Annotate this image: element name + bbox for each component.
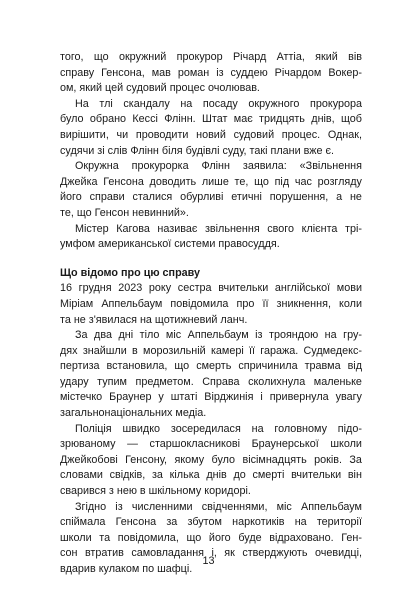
paragraph (60, 159, 362, 221)
text-line: того, що окружний прокурор Річард Аттіа, який вів (60, 51, 362, 63)
text-line: сварився з нею в шкільному коридорі. (60, 485, 251, 498)
text-line: вирішити, чи проводити новий судовий процес. Однак, (60, 128, 362, 141)
text-line: спіймала Генсона за збутом наркотиків на території (60, 516, 362, 529)
section-heading: Що відомо про цю справу (60, 266, 201, 279)
paragraph (60, 328, 362, 422)
text-line: пертиза встановила, що смерть спричинила травма від (60, 360, 362, 373)
text-line: школи та повідомила, що його буде відраховано. Ген- (60, 531, 362, 544)
text-line: було обрано Кессі Флінн. Штат має тридцять днів, щоб (60, 113, 362, 126)
text-line: Містер Кагова називає звільнення свого клієнта трі- (75, 222, 362, 235)
page-body (60, 50, 362, 578)
text-line: Джейка Генсона доводить лише те, що під час розгляду (60, 175, 362, 188)
text-line: На тлі скандалу на посаду окружного прокурора (75, 97, 362, 110)
intro-section (60, 50, 362, 253)
text-line: судячи зі слів Флінн біля будівлі суду, такі плани вже є. (60, 144, 334, 157)
text-line: його справи сталися обурливі етичні порушення, а не (60, 191, 362, 204)
text-line: Окружна прокурорка Флінн заявила: «Звільнення (75, 160, 362, 173)
section-gap (60, 253, 362, 266)
text-line: та не з'явилася на щотижневий ланч. (60, 313, 248, 326)
text-line: 16 грудня 2023 року сестра вчительки англійської мови (60, 282, 362, 295)
text-line: Поліція швидко зосередилася на головному підо- (75, 422, 362, 435)
text-line: містечко Браунер у штаті Вірджинія і привернула увагу (60, 391, 362, 404)
paragraph (60, 97, 362, 159)
text-line: справу Генсона, мав роман із суддею Річардом Вокер- (60, 66, 362, 79)
paragraph (60, 422, 362, 500)
page-number: 13 (202, 555, 215, 567)
text-line: Джейкобові Генсону, якому було вісімнадцять років. За (60, 453, 362, 466)
paragraph (60, 50, 362, 97)
text-line: ом, який цей судовий процес очолював. (60, 82, 260, 95)
text-line: загальнонаціональних медіа. (60, 407, 207, 420)
text-line: умфом американської системи правосуддя. (60, 238, 280, 251)
text-line: дях знайшли в морозильній камері її гаража. Судмедекс- (60, 344, 362, 357)
text-line: зрюваному — старшокласникові Браунерської школи (60, 438, 362, 451)
facts-section (60, 281, 362, 577)
text-line: словами свідків, за кілька днів до смерті вчительки він (60, 469, 362, 482)
paragraph (60, 281, 362, 328)
text-line: вдарив кулаком по шафці. (60, 563, 193, 575)
text-line: удару тупим предметом. Справа сколихнула маленьке (60, 375, 362, 388)
text-line: Міріам Аппельбаум повідомила про її зникнення, коли (60, 297, 362, 310)
text-line: те, що Генсон невинний». (60, 206, 189, 219)
text-line: За два дні тіло міс Аппельбаум із трояндою на гру- (75, 329, 362, 342)
paragraph (60, 222, 362, 253)
text-line: Згідно із численними свідченнями, міс Аппельбаум (75, 500, 362, 513)
text-line: сон втратив самовладання і, як стверджують очевидці, (60, 547, 362, 560)
